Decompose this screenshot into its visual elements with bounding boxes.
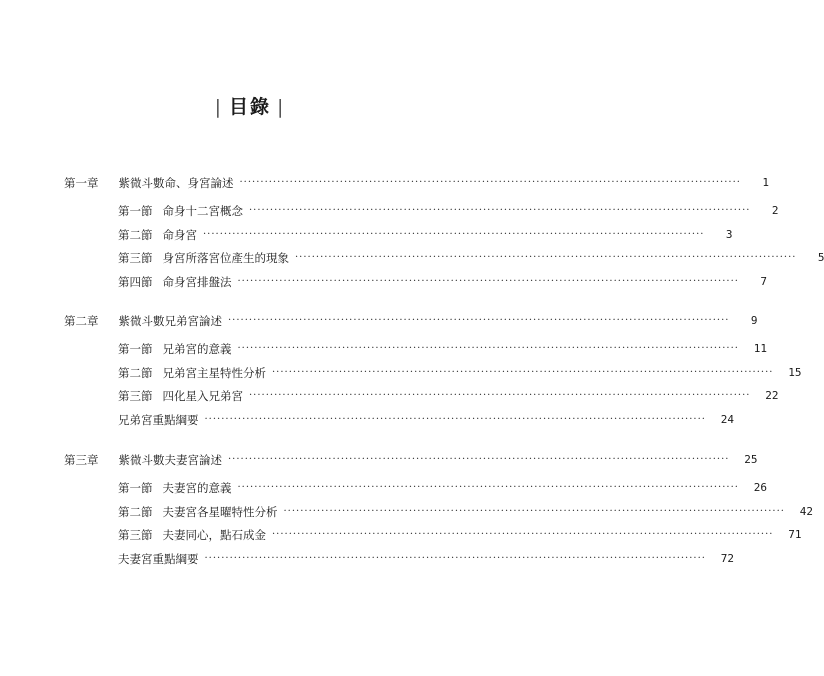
chapter-number: 第一章	[64, 176, 99, 190]
section-label	[118, 365, 266, 381]
section-number: 第一節	[118, 204, 153, 218]
dot-leader: ························································································································	[228, 454, 730, 465]
toc-section-entry	[118, 365, 802, 381]
section-page-number: 3	[725, 227, 733, 241]
section-page-number: 72	[720, 551, 734, 565]
chapter-title: 紫微斗數兄弟宮論述	[118, 314, 222, 328]
chapter-number: 第二章	[64, 314, 99, 328]
dot-leader: ························································································································	[295, 252, 797, 263]
dot-leader: ························································································································	[283, 505, 785, 517]
section-label	[118, 504, 278, 520]
dot-leader: ························································································································	[249, 205, 751, 216]
section-number: 第三節	[118, 528, 153, 542]
toc-section-entry	[118, 412, 734, 428]
toc-chapter-entry	[64, 452, 758, 468]
toc-section-entry	[118, 527, 802, 543]
toc-section-entry	[118, 551, 734, 567]
dot-leader: ························································································································	[272, 366, 774, 378]
dot-leader: ························································································································	[237, 343, 739, 354]
section-number: 第一節	[118, 342, 153, 356]
toc-chapter-entry	[64, 175, 769, 191]
section-page-number: 5	[817, 251, 824, 264]
section-title: 兄弟宮重點綱要	[118, 412, 199, 427]
page-title	[0, 92, 500, 119]
chapter-label	[64, 452, 222, 468]
chapter-page-number: 9	[750, 314, 758, 327]
toc-chapter-entry	[64, 313, 758, 329]
section-title: 夫妻宮各星曜特性分析	[162, 504, 278, 519]
section-title: 命身十二宮概念	[162, 204, 243, 218]
section-title: 夫妻同心，點石成金	[162, 528, 266, 542]
chapter-label	[64, 313, 222, 329]
chapter-title: 紫微斗數夫妻宮論述	[118, 453, 222, 467]
toc-section-entry	[118, 480, 767, 496]
title-bar-right: |	[277, 96, 286, 118]
section-page-number: 42	[799, 504, 813, 518]
section-page-number: 71	[788, 528, 802, 541]
dot-leader: ························································································································	[249, 390, 751, 401]
section-title: 身宮所落宮位產生的現象	[162, 251, 289, 265]
section-label	[118, 227, 197, 243]
section-title: 命身宮	[162, 227, 197, 242]
toc-section-entry	[118, 203, 779, 219]
chapter-number: 第三章	[64, 453, 99, 467]
dot-leader: ························································································································	[204, 413, 706, 425]
section-number: 第二節	[118, 227, 153, 242]
section-page-number: 2	[771, 204, 779, 217]
chapter-page-number: 25	[744, 453, 758, 466]
section-page-number: 22	[765, 389, 779, 402]
section-number: 第一節	[118, 481, 153, 495]
title-text: 目錄	[228, 96, 271, 118]
section-title: 夫妻宮的意義	[162, 481, 232, 495]
section-title: 四化星入兄弟宮	[162, 389, 243, 403]
toc-section-entry	[118, 250, 824, 266]
section-label	[118, 551, 199, 567]
section-label	[118, 527, 266, 543]
section-page-number: 7	[760, 274, 767, 288]
toc-section-entry	[118, 341, 767, 357]
section-label	[118, 388, 243, 404]
dot-leader: ························································································································	[228, 315, 730, 326]
section-title: 兄弟宮主星特性分析	[162, 365, 266, 380]
section-page-number: 15	[788, 365, 802, 379]
dot-leader: ························································································································	[272, 529, 774, 540]
toc-section-entry	[118, 227, 733, 243]
section-number: 第三節	[118, 389, 153, 403]
chapter-title: 紫微斗數命、身宮論述	[118, 176, 234, 190]
title-bar-left: |	[214, 96, 223, 118]
section-label	[118, 250, 289, 266]
dot-leader: ························································································································	[237, 275, 739, 287]
section-number: 第二節	[118, 365, 153, 380]
section-label	[118, 203, 243, 219]
section-page-number: 26	[753, 481, 767, 494]
section-label	[118, 341, 232, 357]
section-title: 兄弟宮的意義	[162, 342, 232, 356]
section-page-number: 11	[753, 342, 767, 355]
section-number: 第三節	[118, 251, 153, 265]
toc-section-entry	[118, 274, 767, 290]
dot-leader: ························································································································	[239, 177, 741, 188]
section-number: 第二節	[118, 504, 153, 519]
section-label	[118, 274, 232, 290]
chapter-label	[64, 175, 234, 191]
section-title: 命身宮排盤法	[162, 274, 232, 289]
dot-leader: ························································································································	[203, 228, 705, 240]
dot-leader: ························································································································	[204, 552, 706, 564]
section-page-number: 24	[720, 412, 734, 426]
section-label	[118, 412, 199, 428]
dot-leader: ························································································································	[237, 482, 739, 493]
toc-section-entry	[118, 388, 779, 404]
section-title: 夫妻宮重點綱要	[118, 551, 199, 566]
section-label	[118, 480, 232, 496]
chapter-page-number: 1	[762, 176, 769, 189]
section-number: 第四節	[118, 274, 153, 289]
toc-section-entry	[118, 504, 813, 520]
